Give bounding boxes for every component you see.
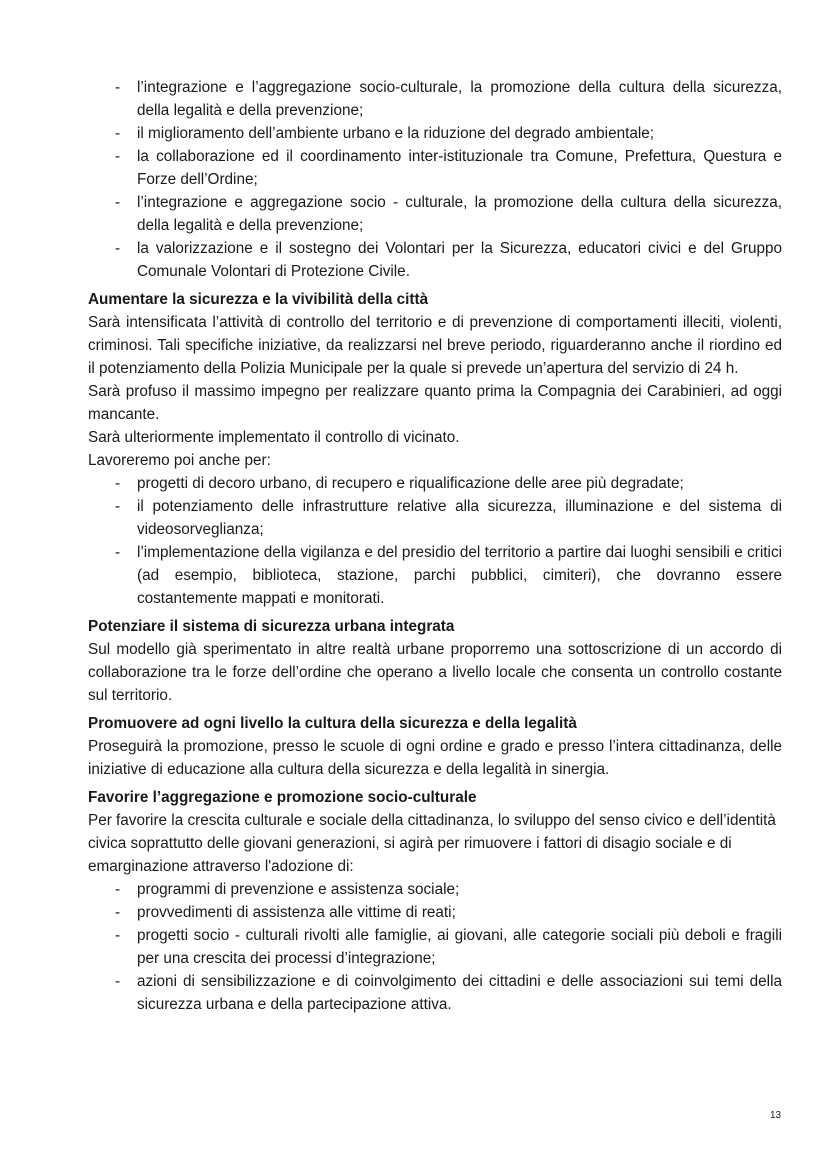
paragraph: Per favorire la crescita culturale e sociale della cittadinanza, lo sviluppo del senso civico e dell’identità civica soprattutto delle giovani generazioni, si agirà per rimuovere i fattori di disagio sociale e di emarginazione attraverso l'adozione di: (88, 812, 776, 875)
list-item-text: progetti di decoro urbano, di recupero e riqualificazione delle aree più degradate; (137, 475, 684, 492)
bullet-list (88, 878, 782, 1016)
list-item-text: progetti socio - culturali rivolti alle famiglie, ai giovani, alle categorie sociali più deboli e fragili per una crescita dei processi d’integrazione; (137, 927, 782, 967)
intro-bullet-list (88, 76, 782, 283)
list-item-text: l’implementazione della vigilanza e del presidio del territorio a partire dai luoghi sensibili e critici (ad esempio, biblioteca, stazione, parchi pubblici, cimiteri), che dovranno essere costantemente mappati e monitorati. (137, 544, 782, 607)
list-item-text: l’integrazione e l’aggregazione socio-culturale, la promozione della cultura della sicurezza, della legalità e della prevenzione; (137, 79, 782, 119)
list-item-text: l’integrazione e aggregazione socio - culturale, la promozione della cultura della sicurezza, della legalità e della prevenzione; (137, 194, 782, 234)
paragraph: Lavoreremo poi anche per: (88, 452, 271, 469)
list-item-text: il miglioramento dell’ambiente urbano e la riduzione del degrado ambientale; (137, 125, 655, 142)
list-item (88, 878, 782, 901)
paragraph: Sarà intensificata l’attività di controllo del territorio e di prevenzione di comportamenti illeciti, violenti, criminosi. Tali specifiche iniziative, da realizzarsi nel breve periodo, riguarderanno anche il riordino ed il potenziamento della Polizia Municipale per la quale si prevede un’apertura del servizio di 24 h. (88, 314, 782, 377)
list-item-text: provvedimenti di assistenza alle vittime di reati; (137, 904, 456, 921)
document-body (88, 76, 782, 1016)
list-item-text: programmi di prevenzione e assistenza sociale; (137, 881, 460, 898)
section-heading: Favorire l’aggregazione e promozione socio-culturale (88, 789, 477, 806)
list-item (88, 472, 782, 495)
list-item (88, 901, 782, 924)
list-item (88, 191, 782, 237)
bullet-marker: - (115, 973, 121, 990)
bullet-marker: - (115, 148, 121, 165)
paragraph: Proseguirà la promozione, presso le scuole di ogni ordine e grado e presso l’intera cittadinanza, delle iniziative di educazione alla cultura della sicurezza e della legalità in sinergia. (88, 738, 782, 778)
list-item (88, 970, 782, 1016)
list-item (88, 76, 782, 122)
bullet-marker: - (115, 475, 121, 492)
section-heading: Promuovere ad ogni livello la cultura della sicurezza e della legalità (88, 715, 577, 732)
list-item (88, 122, 782, 145)
section-heading: Potenziare il sistema di sicurezza urbana integrata (88, 618, 455, 635)
section-heading: Aumentare la sicurezza e la vivibilità della città (88, 291, 429, 308)
list-item (88, 237, 782, 283)
bullet-marker: - (115, 194, 121, 211)
list-item (88, 924, 782, 970)
list-item-text: la valorizzazione e il sostegno dei Volontari per la Sicurezza, educatori civici e del Gruppo Comunale Volontari di Protezione Civile. (137, 240, 782, 280)
bullet-marker: - (115, 904, 121, 921)
list-item-text: azioni di sensibilizzazione e di coinvolgimento dei cittadini e delle associazioni sui temi della sicurezza urbana e della partecipazione attiva. (137, 973, 782, 1013)
bullet-marker: - (115, 240, 121, 257)
paragraph: Sul modello già sperimentato in altre realtà urbane proporremo una sottoscrizione di un accordo di collaborazione tra le forze dell’ordine che operano a livello locale che consenta un controllo costante sul territorio. (88, 641, 782, 704)
bullet-marker: - (115, 498, 121, 515)
bullet-marker: - (115, 927, 121, 944)
bullet-list (88, 472, 782, 610)
list-item (88, 541, 782, 610)
list-item (88, 495, 782, 541)
page-number: 13 (770, 1110, 782, 1121)
paragraph: Sarà profuso il massimo impegno per realizzare quanto prima la Compagnia dei Carabinieri, ad oggi mancante. (88, 383, 782, 423)
paragraph: Sarà ulteriormente implementato il controllo di vicinato. (88, 429, 460, 446)
bullet-marker: - (115, 79, 121, 96)
list-item (88, 145, 782, 191)
bullet-marker: - (115, 544, 121, 561)
bullet-marker: - (115, 125, 121, 142)
list-item-text: il potenziamento delle infrastrutture relative alla sicurezza, illuminazione e del sistema di videosorveglianza; (137, 498, 782, 538)
list-item-text: la collaborazione ed il coordinamento inter-istituzionale tra Comune, Prefettura, Questura e Forze dell’Ordine; (137, 148, 782, 188)
bullet-marker: - (115, 881, 121, 898)
